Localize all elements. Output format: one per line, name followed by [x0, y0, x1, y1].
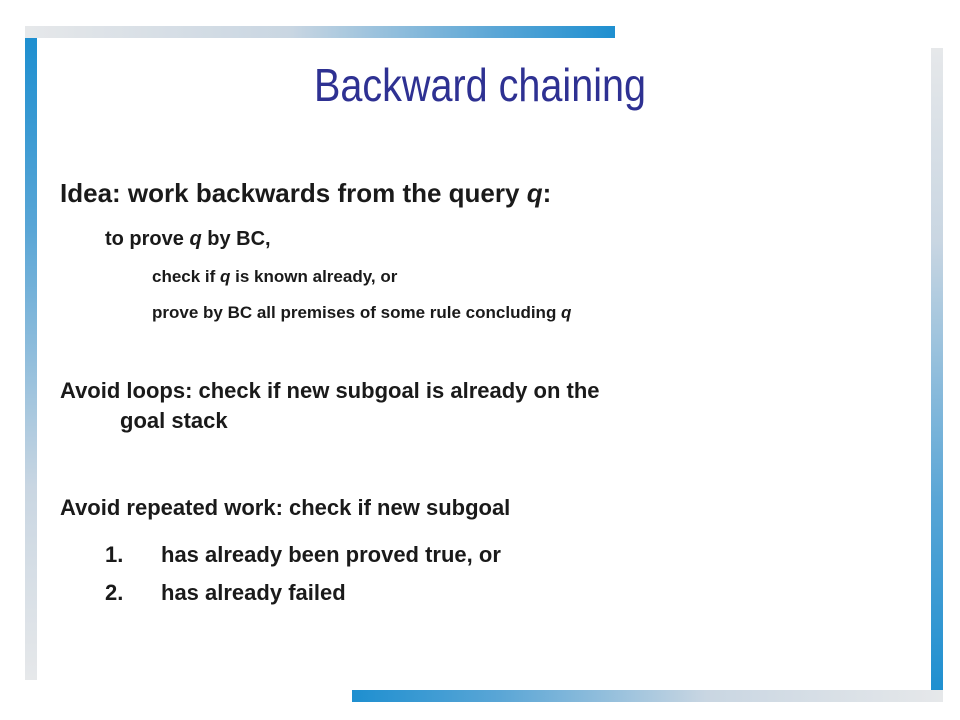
prove-query-var: q — [189, 228, 202, 250]
idea-line — [60, 178, 551, 209]
list-item-text: has already failed — [161, 580, 346, 605]
list-item-text: has already been proved true, or — [161, 542, 501, 567]
list-item — [105, 542, 501, 568]
idea-colon: : — [542, 178, 552, 208]
repeat-line: Avoid repeated work: check if new subgoal — [60, 495, 511, 520]
premises-text: prove by BC all premises of some rule concluding — [152, 303, 562, 322]
check-line — [152, 267, 397, 287]
premises-line — [152, 303, 571, 323]
left-accent-bar — [25, 38, 37, 680]
prove-text: to prove — [105, 228, 190, 250]
idea-text: Idea: work backwards from the query — [60, 178, 527, 208]
prove-suffix: by BC, — [201, 228, 271, 250]
slide-title: Backward chaining — [313, 59, 647, 111]
idea-query-var: q — [526, 178, 543, 208]
check-query-var: q — [220, 267, 231, 286]
premises-query-var: q — [561, 303, 572, 322]
top-accent-bar — [25, 26, 615, 38]
loops-line-2: goal stack — [120, 408, 228, 433]
check-text: check if — [152, 267, 221, 286]
loops-line-1: Avoid loops: check if new subgoal is already on the — [60, 378, 600, 403]
right-accent-bar — [931, 48, 943, 692]
list-item — [105, 580, 346, 606]
list-item-number: 1. — [105, 542, 124, 567]
bottom-accent-bar — [352, 690, 943, 702]
check-suffix: is known already, or — [230, 267, 398, 286]
prove-line — [105, 228, 271, 251]
list-item-number: 2. — [105, 580, 124, 605]
